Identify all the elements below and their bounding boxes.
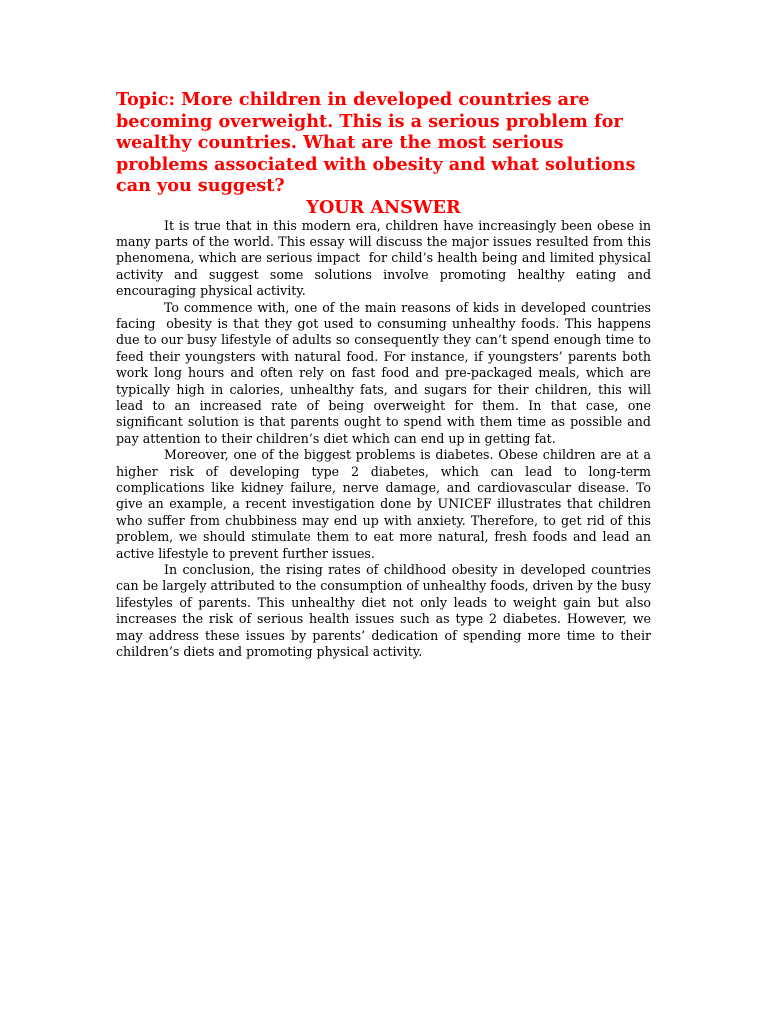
document-content [116,89,656,660]
answer-heading: YOUR ANSWER [306,196,461,218]
essay-topic: Topic: More children in developed countries are becoming overweight. This is a serious problem for wealthy countries. What are the most serious problems associated with obesity and what solutions can you suggest? [116,89,636,196]
essay-body [116,217,656,661]
essay-paragraph-conclusion: In conclusion, the rising rates of childhood obesity in developed countries can be largely attributed to the consumption of unhealthy foods, driven by the busy lifestyles of parents. This unhealthy diet not only leads to weight gain but also increases the risk of serious health issues such as type 2 diabetes. However, we may address these issues by parents’ dedication of spending more time to their children’s diets and promoting physical activity. [116,562,656,660]
essay-paragraph-diabetes: Moreover, one of the biggest problems is diabetes. Obese children are at a higher risk of developing type 2 diabetes, which can lead to long-term complications like kidney failure, nerve damage, and cardiovascular disease. To give an example, a recent investigation done by UNICEF illustrates that children who suffer from chubbiness may end up with anxiety. Therefore, to get rid of this problem, we should stimulate them to eat more natural, fresh foods and lead an active lifestyle to prevent further issues. [116,447,656,561]
essay-paragraph-unhealthy-food: To commence with, one of the main reasons of kids in developed countries facing obesity is that they got used to consuming unhealthy foods. This happens due to our busy lifestyle of adults so consequently they can’t spend enough time to feed their youngsters with natural food. For instance, if youngsters’ parents both work long hours and often rely on fast food and pre-packaged meals, which are typically high in calories, unhealthy fats, and sugars for their children, this will lead to an increased rate of being overweight for them. In that case, one significant solution is that parents ought to spend with them time as possible and pay attention to their children’s diet which can end up in getting fat. [116,299,656,446]
essay-paragraph-introduction: It is true that in this modern era, children have increasingly been obese in many parts of the world. This essay will discuss the major issues resulted from this phenomena, which are serious impact for child’s health being and limited physical activity and suggest some solutions involve promoting healthy eating and encouraging physical activity. [116,217,656,299]
